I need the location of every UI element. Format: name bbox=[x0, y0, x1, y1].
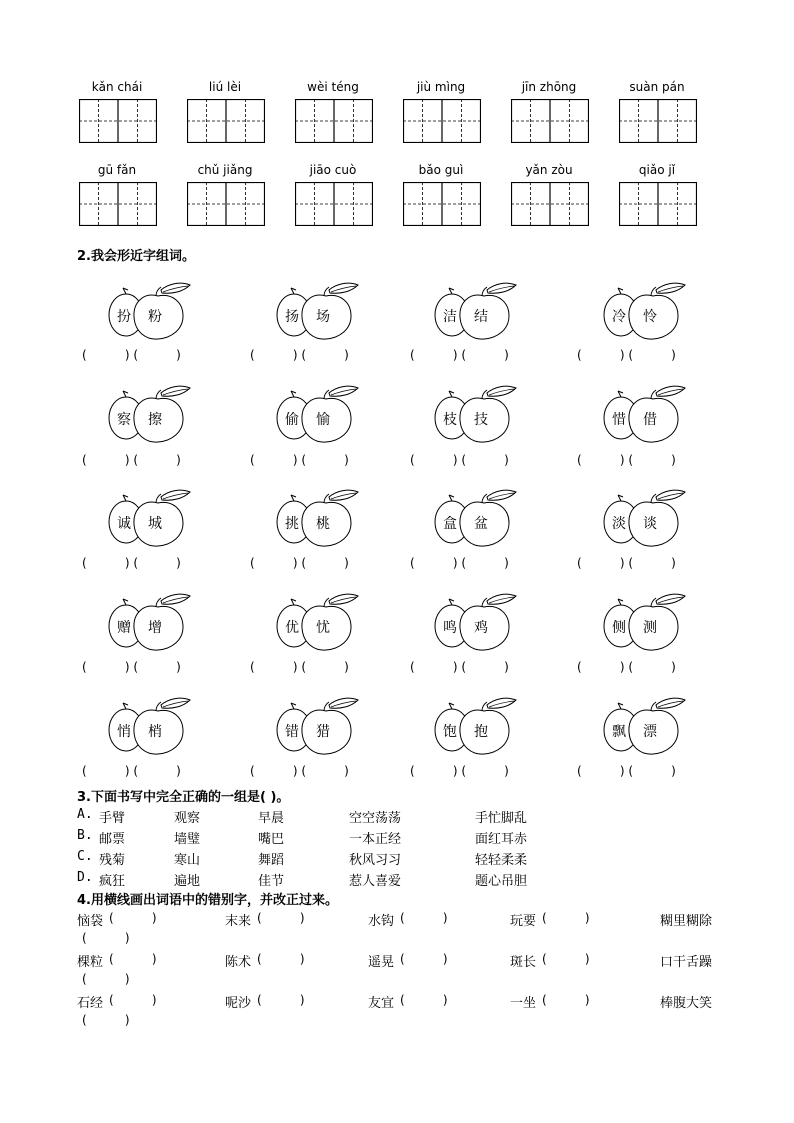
tianzige-grid[interactable] bbox=[511, 99, 589, 143]
pinyin-label: qiǎo jǐ bbox=[638, 163, 676, 177]
apple-pair-illustration bbox=[274, 593, 364, 655]
section-2-title: 2.我会形近字组词。 bbox=[77, 249, 195, 264]
apple-pair-illustration bbox=[106, 385, 196, 447]
error-word: 恼袋 bbox=[77, 914, 104, 929]
correction-blank[interactable]: ( ) bbox=[542, 952, 590, 966]
answer-blank-pair[interactable]: ( ) ( ) bbox=[577, 764, 676, 778]
similar-char-right: 漂 bbox=[643, 724, 657, 740]
pinyin-label: jiāo cuò bbox=[309, 163, 357, 177]
pinyin-label: jīn zhōng bbox=[521, 80, 577, 94]
tianzige-grid[interactable] bbox=[295, 99, 373, 143]
apple-pair-illustration bbox=[432, 385, 522, 447]
correction-blank[interactable]: ( ) bbox=[82, 1013, 130, 1027]
option-word: 惹人喜爱 bbox=[349, 874, 402, 889]
similar-char-left: 淡 bbox=[612, 516, 626, 532]
correction-blank[interactable]: ( ) bbox=[109, 993, 157, 1007]
answer-blank-pair[interactable]: ( ) ( ) bbox=[82, 556, 181, 570]
similar-char-left: 优 bbox=[285, 620, 299, 636]
similar-char-left: 枝 bbox=[443, 412, 457, 428]
similar-char-left: 饱 bbox=[443, 724, 457, 740]
option-word: 观察 bbox=[174, 811, 201, 826]
tianzige-grid[interactable] bbox=[619, 182, 697, 226]
similar-char-left: 洁 bbox=[443, 309, 457, 325]
pinyin-label: bǎo guì bbox=[418, 163, 464, 177]
option-word: 早晨 bbox=[258, 811, 285, 826]
answer-blank-pair[interactable]: ( ) ( ) bbox=[577, 660, 676, 674]
similar-char-right: 抱 bbox=[474, 724, 488, 740]
tianzige-grid[interactable] bbox=[295, 182, 373, 226]
pinyin-label: chǔ jiǎng bbox=[197, 163, 253, 177]
similar-char-left: 偷 bbox=[285, 412, 299, 428]
similar-char-right: 鸡 bbox=[474, 620, 488, 636]
similar-char-left: 诚 bbox=[117, 516, 131, 532]
pinyin-label: wèi téng bbox=[307, 80, 359, 94]
option-label[interactable]: B. bbox=[77, 828, 93, 843]
apple-pair-illustration bbox=[106, 282, 196, 344]
error-word: 陈术 bbox=[225, 955, 252, 970]
answer-blank-pair[interactable]: ( ) ( ) bbox=[82, 764, 181, 778]
section-4-title: 4.用横线画出词语中的错别字，并改正过来。 bbox=[77, 893, 338, 908]
similar-char-left: 赠 bbox=[117, 620, 131, 636]
answer-blank-pair[interactable]: ( ) ( ) bbox=[410, 556, 509, 570]
answer-blank-pair[interactable]: ( ) ( ) bbox=[577, 348, 676, 362]
pinyin-label: liú lèi bbox=[208, 80, 242, 94]
similar-char-right: 增 bbox=[148, 620, 162, 636]
similar-char-right: 盆 bbox=[474, 516, 488, 532]
apple-pair-illustration bbox=[432, 489, 522, 551]
apple-pair-illustration bbox=[106, 489, 196, 551]
apple-pair-illustration bbox=[601, 385, 691, 447]
similar-char-left: 鸣 bbox=[443, 620, 457, 636]
apple-pair-illustration bbox=[601, 489, 691, 551]
similar-char-left: 扬 bbox=[285, 309, 299, 325]
similar-char-right: 测 bbox=[643, 620, 657, 636]
option-word: 佳节 bbox=[258, 874, 285, 889]
error-word: 水钩 bbox=[368, 914, 395, 929]
answer-blank-pair[interactable]: ( ) ( ) bbox=[577, 453, 676, 467]
similar-char-right: 城 bbox=[148, 516, 162, 532]
option-word: 手忙脚乱 bbox=[475, 811, 528, 826]
error-word: 呢沙 bbox=[225, 996, 252, 1011]
answer-blank-pair[interactable]: ( ) ( ) bbox=[410, 348, 509, 362]
similar-char-left: 悄 bbox=[117, 724, 131, 740]
option-word: 手臂 bbox=[99, 811, 126, 826]
similar-char-left: 盒 bbox=[443, 516, 457, 532]
similar-char-left: 挑 bbox=[285, 516, 299, 532]
error-word: 斑长 bbox=[510, 955, 537, 970]
correction-blank[interactable]: ( ) bbox=[82, 972, 130, 986]
error-word: 口干舌躁 bbox=[660, 955, 713, 970]
correction-blank[interactable]: ( ) bbox=[257, 952, 305, 966]
tianzige-grid[interactable] bbox=[187, 182, 265, 226]
option-label[interactable]: C. bbox=[77, 849, 93, 864]
answer-blank-pair[interactable]: ( ) ( ) bbox=[577, 556, 676, 570]
answer-blank-pair[interactable]: ( ) ( ) bbox=[250, 660, 349, 674]
option-word: 秋风习习 bbox=[349, 853, 402, 868]
answer-blank-pair[interactable]: ( ) ( ) bbox=[250, 556, 349, 570]
option-word: 疯狂 bbox=[99, 874, 126, 889]
similar-char-right: 场 bbox=[316, 309, 330, 325]
similar-char-left: 飘 bbox=[612, 724, 626, 740]
error-word: 末来 bbox=[225, 914, 252, 929]
similar-char-right: 擦 bbox=[148, 412, 162, 428]
answer-blank-pair[interactable]: ( ) ( ) bbox=[410, 660, 509, 674]
pinyin-label: jiù mìng bbox=[416, 80, 466, 94]
option-word: 寒山 bbox=[174, 853, 201, 868]
answer-blank-pair[interactable]: ( ) ( ) bbox=[250, 453, 349, 467]
option-word: 题心吊胆 bbox=[475, 874, 528, 889]
similar-char-right: 忧 bbox=[316, 620, 330, 636]
correction-blank[interactable]: ( ) bbox=[400, 911, 448, 925]
answer-blank-pair[interactable]: ( ) ( ) bbox=[82, 453, 181, 467]
tianzige-grid[interactable] bbox=[619, 99, 697, 143]
similar-char-right: 借 bbox=[643, 412, 657, 428]
option-label[interactable]: D. bbox=[77, 870, 93, 885]
answer-blank-pair[interactable]: ( ) ( ) bbox=[410, 764, 509, 778]
error-word: 石经 bbox=[77, 996, 104, 1011]
tianzige-grid[interactable] bbox=[403, 182, 481, 226]
correction-blank[interactable]: ( ) bbox=[400, 993, 448, 1007]
error-word: 棒腹大笑 bbox=[660, 996, 713, 1011]
similar-char-left: 察 bbox=[117, 412, 131, 428]
similar-char-left: 冷 bbox=[612, 309, 626, 325]
option-word: 舞蹈 bbox=[258, 853, 285, 868]
apple-pair-illustration bbox=[106, 593, 196, 655]
correction-blank[interactable]: ( ) bbox=[542, 911, 590, 925]
apple-pair-illustration bbox=[274, 489, 364, 551]
option-word: 邮票 bbox=[99, 832, 126, 847]
error-word: 玩要 bbox=[510, 914, 537, 929]
correction-blank[interactable]: ( ) bbox=[400, 952, 448, 966]
answer-blank-pair[interactable]: ( ) ( ) bbox=[250, 764, 349, 778]
correction-blank[interactable]: ( ) bbox=[257, 911, 305, 925]
pinyin-label: yǎn zòu bbox=[525, 163, 573, 177]
apple-pair-illustration bbox=[601, 697, 691, 759]
error-word: 棵粒 bbox=[77, 955, 104, 970]
answer-blank-pair[interactable]: ( ) ( ) bbox=[82, 348, 181, 362]
similar-char-right: 粉 bbox=[148, 309, 162, 325]
correction-blank[interactable]: ( ) bbox=[109, 911, 157, 925]
tianzige-grid[interactable] bbox=[79, 99, 157, 143]
option-word: 轻轻柔柔 bbox=[475, 853, 528, 868]
tianzige-grid[interactable] bbox=[511, 182, 589, 226]
similar-char-right: 怜 bbox=[643, 309, 657, 325]
similar-char-left: 错 bbox=[285, 724, 299, 740]
correction-blank[interactable]: ( ) bbox=[257, 993, 305, 1007]
error-word: 遥晃 bbox=[368, 955, 395, 970]
correction-blank[interactable]: ( ) bbox=[542, 993, 590, 1007]
pinyin-label: kǎn chái bbox=[91, 80, 143, 94]
similar-char-right: 技 bbox=[474, 412, 488, 428]
similar-char-right: 猎 bbox=[316, 724, 330, 740]
tianzige-grid[interactable] bbox=[403, 99, 481, 143]
section-3-title: 3.下面书写中完全正确的一组是( )。 bbox=[77, 790, 290, 805]
apple-pair-illustration bbox=[106, 697, 196, 759]
option-word: 残菊 bbox=[99, 853, 126, 868]
error-word: 友宜 bbox=[368, 996, 395, 1011]
similar-char-left: 侧 bbox=[612, 620, 626, 636]
similar-char-left: 惜 bbox=[612, 412, 626, 428]
tianzige-grid[interactable] bbox=[187, 99, 265, 143]
option-word: 嘴巴 bbox=[258, 832, 285, 847]
similar-char-right: 谈 bbox=[643, 516, 657, 532]
option-word: 空空荡荡 bbox=[349, 811, 402, 826]
answer-blank-pair[interactable]: ( ) ( ) bbox=[410, 453, 509, 467]
similar-char-left: 扮 bbox=[117, 309, 131, 325]
similar-char-right: 结 bbox=[474, 309, 488, 325]
apple-pair-illustration bbox=[432, 593, 522, 655]
pinyin-label: suàn pán bbox=[629, 80, 685, 94]
similar-char-right: 梢 bbox=[148, 724, 162, 740]
apple-pair-illustration bbox=[274, 282, 364, 344]
option-word: 墙璧 bbox=[174, 832, 201, 847]
answer-blank-pair[interactable]: ( ) ( ) bbox=[82, 660, 181, 674]
apple-pair-illustration bbox=[432, 697, 522, 759]
correction-blank[interactable]: ( ) bbox=[82, 931, 130, 945]
apple-pair-illustration bbox=[274, 385, 364, 447]
similar-char-right: 桃 bbox=[316, 516, 330, 532]
option-label[interactable]: A. bbox=[77, 807, 93, 822]
error-word: 糊里糊除 bbox=[660, 914, 713, 929]
apple-pair-illustration bbox=[601, 282, 691, 344]
error-word: 一坐 bbox=[510, 996, 537, 1011]
pinyin-label: gū fǎn bbox=[97, 163, 137, 177]
apple-pair-illustration bbox=[274, 697, 364, 759]
option-word: 遍地 bbox=[174, 874, 201, 889]
similar-char-right: 愉 bbox=[316, 412, 330, 428]
option-word: 一本正经 bbox=[349, 832, 402, 847]
option-word: 面红耳赤 bbox=[475, 832, 528, 847]
apple-pair-illustration bbox=[601, 593, 691, 655]
tianzige-grid[interactable] bbox=[79, 182, 157, 226]
apple-pair-illustration bbox=[432, 282, 522, 344]
answer-blank-pair[interactable]: ( ) ( ) bbox=[250, 348, 349, 362]
correction-blank[interactable]: ( ) bbox=[109, 952, 157, 966]
